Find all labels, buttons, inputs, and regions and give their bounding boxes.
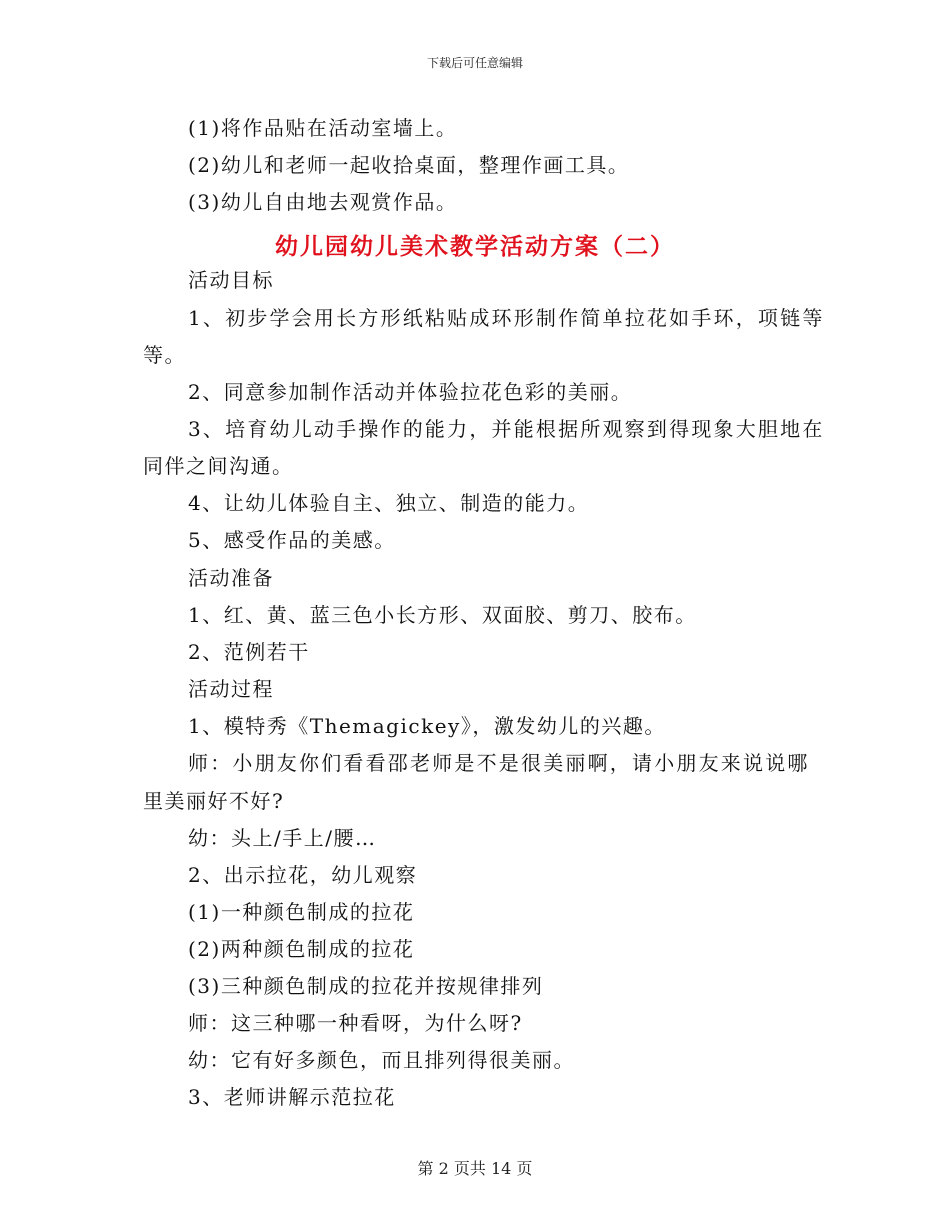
- paragraph: 2、范例若干: [188, 640, 310, 664]
- page-footer: 第 2 页共 14 页: [417, 1159, 533, 1178]
- paragraph: 3、培育幼儿动手操作的能力，并能根据所观察到得现象大胆地在: [188, 417, 825, 441]
- paragraph: 师：小朋友你们看看邵老师是不是很美丽啊，请小朋友来说说哪: [188, 751, 810, 775]
- list-item: (1)将作品贴在活动室墙上。: [188, 116, 458, 140]
- paragraph: 幼：头上/手上/腰…: [188, 826, 377, 850]
- list-item: (2)两种颜色制成的拉花: [188, 937, 415, 961]
- section-title: 幼儿园幼儿美术教学活动方案（二）: [275, 234, 675, 260]
- paragraph: 1、模特秀《Themagickey》，激发幼儿的兴趣。: [188, 714, 666, 738]
- paragraph: 2、出示拉花，幼儿观察: [188, 863, 418, 887]
- paragraph: 4、让幼儿体验自主、独立、制造的能力。: [188, 491, 590, 515]
- section-heading: 活动过程: [188, 677, 274, 701]
- paragraph-continuation: 里美丽好不好?: [143, 789, 285, 813]
- list-item: (1)一种颜色制成的拉花: [188, 900, 415, 924]
- list-item: (2)幼儿和老师一起收拾桌面，整理作画工具。: [188, 153, 630, 177]
- list-item: (3)幼儿自由地去观赏作品。: [188, 190, 458, 214]
- paragraph-continuation: 同伴之间沟通。: [143, 454, 294, 478]
- paragraph: 1、红、黄、蓝三色小长方形、双面胶、剪刀、胶布。: [188, 603, 697, 627]
- paragraph: 2、同意参加制作活动并体验拉花色彩的美丽。: [188, 380, 633, 404]
- page-header: 下载后可任意编辑: [426, 56, 523, 70]
- section-heading: 活动准备: [188, 566, 274, 590]
- list-item: (3)三种颜色制成的拉花并按规律排列: [188, 974, 544, 998]
- paragraph: 幼：它有好多颜色，而且排列得很美丽。: [188, 1048, 575, 1072]
- section-heading: 活动目标: [188, 268, 274, 292]
- paragraph: 师：这三种哪一种看呀，为什么呀?: [188, 1011, 523, 1035]
- paragraph: 5、感受作品的美感。: [188, 528, 396, 552]
- paragraph-continuation: 等。: [143, 343, 186, 367]
- paragraph: 1、初步学会用长方形纸粘贴成环形制作简单拉花如手环，项链等: [188, 306, 825, 330]
- paragraph: 3、老师讲解示范拉花: [188, 1085, 396, 1109]
